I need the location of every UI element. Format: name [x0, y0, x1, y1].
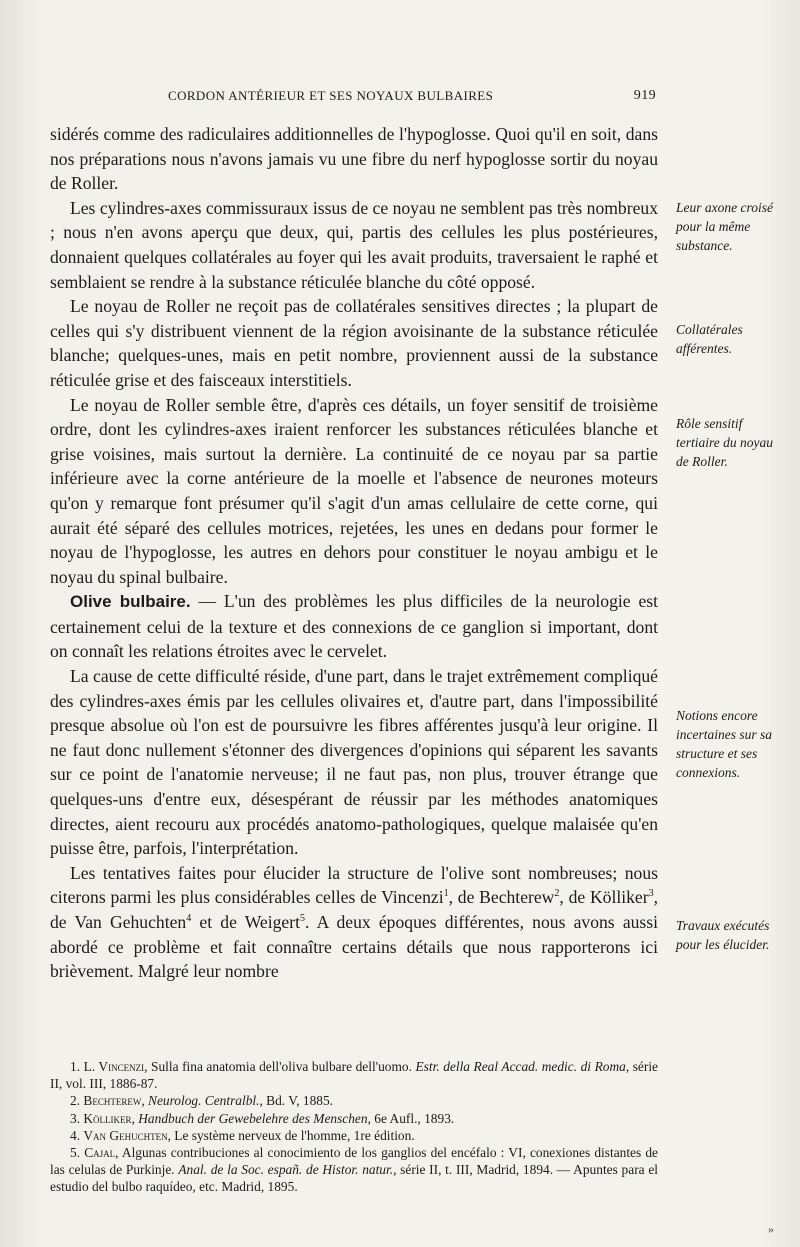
footnote-3: 3. Kölliker, Handbuch der Gewebelehre des Menschen, 6e Aufl., 1893. — [70, 1110, 455, 1126]
paragraph-6: La cause de cette difficulté réside, d'une part, dans le trajet extrêmement compliqué des cylindres-axes émis par les cellules olivaires et, d'autre part, dans l'impossibilité presque absolue où l'on est de poursuivre les fibres afférentes jusqu'à leur origine. Il ne faut donc nullement s'étonner des divergences d'opinions qui séparent les savants sur ce point de l'anatomie nerveuse; il ne faut pas, non plus, trouver étrange que quelques-uns d'entre eux, désespérant de réussir par les méthodes anatomiques directes, aient recouru aux procédés anatomo-pathologiques, quelque malaisée qu'en puisse être, parfois, l'interprétation. — [50, 666, 658, 859]
footnote-ref-4: 4 — [186, 913, 192, 925]
paragraph-5 — [50, 589, 658, 664]
footnote-3-author: Kölliker — [83, 1110, 132, 1126]
footnote-2: 2. Bechterew, Neurolog. Centralbl., Bd. V, 1885. — [70, 1093, 334, 1109]
section-title-olive: Olive bulbaire. — [70, 592, 191, 612]
margin-note-travaux: Travaux exécutés pour les élucider. — [676, 918, 770, 952]
footnotes — [50, 1058, 658, 1196]
margin-note-notions: Notions encore incertaines sur sa structure et ses connexions. — [676, 708, 772, 780]
p7-part-a: Les tentatives faites pour élucider la structure de l'olive sont nombreuses; nous citerons parmi les plus considérables celles de Vincenzi — [50, 862, 658, 908]
paragraph-4: Le noyau de Roller semble être, d'après ces détails, un foyer sensitif de troisième ordre, dont les cylindres-axes iraient renforcer les substances réticulées blanche et grise voisines, mais surtout la dernière. La continuité de ce noyau par sa partie inférieure avec la corne antérieure de la moelle et l'absence de neurones moteurs qu'on y remarque font présumer qu'il s'agit d'un amas cellulaire de cette corne, qui aurait été séparé des cellules motrices, rejetées, les unes en dedans pour former le noyau de l'hypoglosse, les autres en dehors pour constituer le noyau ambigu et le noyau du spinal bulbaire. — [50, 394, 658, 587]
footnote-ref-3: 3 — [648, 888, 654, 900]
footnote-1: 1. L. Vincenzi, Sulla fina anatomia dell'oliva bulbare dell'uomo. Estr. della Real Accad. medic. di Roma, série II, vol. III, 1886-87. — [50, 1059, 659, 1092]
p7-part-f: . A deux époques différentes, nous avons aussi abordé ce problème et fait connaître certains détails que nous rapporterons ici brièvement. Malgré leur nombre — [50, 912, 659, 982]
footnote-ref-5: 5 — [299, 913, 305, 925]
p7-part-b: , de Bechterew — [448, 887, 555, 908]
main-text — [50, 122, 658, 984]
footnote-4: 4. Van Gehuchten, Le système nerveux de l'homme, 1re édition. — [70, 1127, 415, 1143]
running-title: CORDON ANTÉRIEUR ET SES NOYAUX BULBAIRES — [168, 88, 494, 103]
margin-note-role: Rôle sensitif tertiaire du noyau de Roller. — [676, 416, 773, 469]
paragraph-5-text: — L'un des problèmes les plus difficiles de la neurologie est certainement celui de la texture et des connexions de ce ganglion si important, dont on connaît les relations étroites avec le cervelet. — [50, 591, 658, 662]
footnote-ref-2: 2 — [554, 888, 560, 900]
p7-part-e: et de Weigert — [191, 912, 300, 932]
margin-note-collaterales: Collatérales afférentes. — [676, 322, 743, 356]
paragraph-1: sidérés comme des radiculaires additionnelles de l'hypoglosse. Quoi qu'il en soit, dans nos préparations nous n'avons jamais vu une fibre du nerf hypoglosse sortir du noyau de Roller. — [50, 124, 658, 194]
footnote-5-author: Cajal — [84, 1145, 116, 1161]
paragraph-7 — [50, 861, 658, 984]
footnote-4-author: Van Gehuchten — [83, 1127, 168, 1143]
p7-part-c: , de Kölliker — [559, 887, 649, 908]
corner-mark: » — [768, 1222, 774, 1236]
margin-note-axone: Leur axone croisé pour la même substance. — [676, 200, 773, 253]
paragraph-2: Les cylindres-axes commissuraux issus de ce noyau ne semblent pas très nombreux ; nous n'en avons aperçu que deux, qui, partis des cellules les plus postérieures, donnaient quelques collatérales au foyer qui les avait produits, traversaient le raphé et semblaient se rendre à la substance réticulée blanche du côté opposé. — [50, 197, 658, 292]
page-number: 919 — [633, 88, 656, 103]
footnote-5: 5. Cajal, Algunas contribuciones al conocimiento de los ganglios del encéfalo : VI, conexiones distantes de las celulas de Purkinje. Anal. de la Soc. españ. de Histor. natur., série II, t. III, Madrid, 1894. — Apuntes para el estudio del bulbo raquídeo, etc. Madrid, 1895. — [50, 1145, 658, 1195]
footnote-ref-1: 1 — [443, 888, 449, 900]
footnote-2-author: Bechterew — [83, 1093, 142, 1109]
footnote-1-author: L. Vincenzi — [83, 1059, 145, 1074]
p7-part-d: , de Van Gehuchten — [50, 887, 658, 932]
paragraph-3: Le noyau de Roller ne reçoit pas de collatérales sensitives directes ; la plupart de celles qui s'y distribuent viennent de la région avoisinante de la substance réticulée blanche; quelques-unes, mais en petit nombre, proviennent aussi de la substance réticulée grise et des faisceaux interstitiels. — [50, 296, 658, 390]
